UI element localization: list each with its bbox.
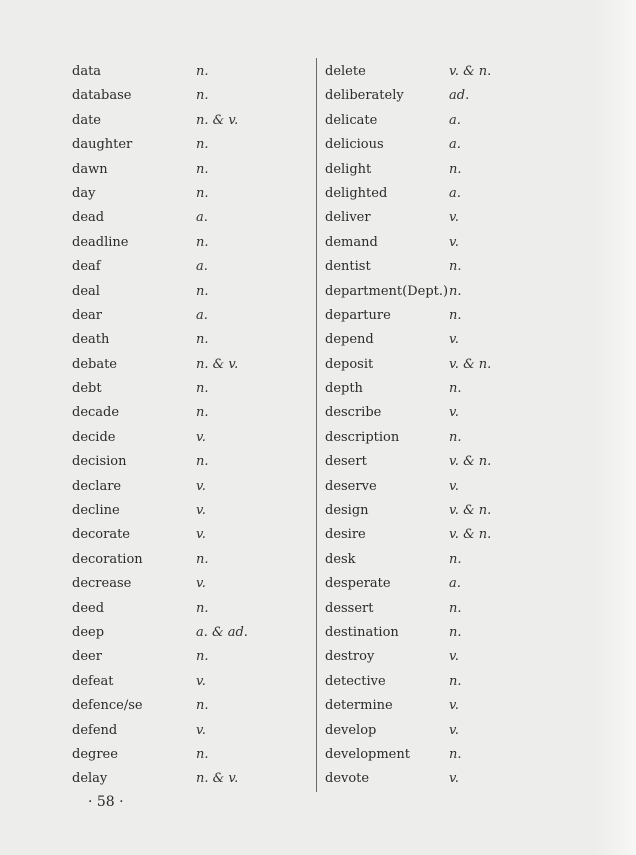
word-entry xyxy=(72,597,312,621)
entry-part-of-speech: v. & n. xyxy=(449,527,492,543)
word-entry xyxy=(72,304,312,328)
entry-part-of-speech: v. xyxy=(449,332,459,348)
entry-word: devote xyxy=(325,771,370,787)
entry-word: deaf xyxy=(72,259,101,275)
entry-word: deliver xyxy=(325,210,371,226)
entry-part-of-speech: n. xyxy=(196,64,209,79)
entry-part-of-speech: n. xyxy=(196,698,209,714)
entry-part-of-speech: n. xyxy=(196,161,209,177)
entry-part-of-speech: n. & v. xyxy=(196,771,239,787)
entry-part-of-speech: n. xyxy=(196,185,209,201)
entry-part-of-speech: n. xyxy=(449,673,462,689)
word-entry xyxy=(72,523,312,547)
word-entry xyxy=(325,133,565,157)
word-entry xyxy=(325,621,565,645)
entry-part-of-speech: a. xyxy=(196,259,208,275)
entry-part-of-speech: n. xyxy=(196,88,209,104)
word-entry xyxy=(72,767,312,791)
entry-part-of-speech: a. xyxy=(196,210,208,226)
word-entry xyxy=(325,767,565,791)
entry-word: dawn xyxy=(72,161,108,177)
entry-part-of-speech: v. xyxy=(196,722,206,738)
word-entry xyxy=(325,426,565,450)
entry-word: degree xyxy=(72,746,118,762)
entry-part-of-speech: v. xyxy=(449,649,459,665)
entry-word: decrease xyxy=(72,576,132,592)
word-entry xyxy=(325,353,565,377)
entry-word: declare xyxy=(72,478,122,494)
entry-part-of-speech: a. & ad. xyxy=(196,624,248,640)
entry-word: decade xyxy=(72,405,120,421)
entry-part-of-speech: n. xyxy=(196,649,209,665)
entry-word: death xyxy=(72,332,110,348)
entry-part-of-speech: n. xyxy=(196,234,209,250)
entry-word: dessert xyxy=(325,600,374,616)
word-entry xyxy=(325,158,565,182)
word-entry xyxy=(325,572,565,596)
entry-part-of-speech: v. xyxy=(449,698,459,714)
entry-word: develop xyxy=(325,722,377,738)
entry-word: dead xyxy=(72,210,105,226)
word-entry xyxy=(325,597,565,621)
word-entry xyxy=(72,645,312,669)
entry-part-of-speech: n. xyxy=(196,454,209,470)
word-entry xyxy=(72,182,312,206)
word-entry xyxy=(72,328,312,352)
entry-word: deposit xyxy=(325,356,374,372)
entry-part-of-speech: n. & v. xyxy=(196,356,239,372)
entry-word: deal xyxy=(72,283,100,299)
entry-part-of-speech: n. xyxy=(196,405,209,421)
entry-part-of-speech: v. xyxy=(449,771,459,787)
word-entry xyxy=(325,255,565,279)
left-word-column xyxy=(72,60,312,792)
word-entry xyxy=(325,182,565,206)
entry-part-of-speech: n. xyxy=(196,551,209,567)
entry-part-of-speech: n. xyxy=(449,746,462,762)
word-entry xyxy=(72,84,312,108)
entry-part-of-speech: n. xyxy=(449,381,462,397)
entry-part-of-speech: v. & n. xyxy=(449,454,492,470)
entry-word: dear xyxy=(72,307,102,323)
entry-part-of-speech: v. xyxy=(196,576,206,592)
entry-part-of-speech: v. xyxy=(196,429,206,445)
entry-word: destroy xyxy=(325,649,375,665)
entry-part-of-speech: v. xyxy=(449,722,459,738)
word-entry xyxy=(72,401,312,425)
entry-word: depend xyxy=(325,332,374,348)
entry-word: defeat xyxy=(72,673,114,689)
entry-part-of-speech: v. xyxy=(196,478,206,494)
word-entry xyxy=(72,499,312,523)
entry-part-of-speech: n. xyxy=(449,259,462,275)
entry-part-of-speech: v. & n. xyxy=(449,64,492,79)
entry-part-of-speech: v. xyxy=(449,405,459,421)
entry-word: desperate xyxy=(325,576,391,592)
word-entry xyxy=(72,255,312,279)
word-entry xyxy=(72,572,312,596)
entry-word: data xyxy=(72,64,102,79)
entry-part-of-speech: a. xyxy=(196,307,208,323)
word-entry xyxy=(72,475,312,499)
word-entry xyxy=(72,133,312,157)
entry-part-of-speech: n. & v. xyxy=(196,112,239,128)
entry-part-of-speech: v. xyxy=(449,210,459,226)
entry-part-of-speech: v. & n. xyxy=(449,503,492,519)
entry-part-of-speech: n. xyxy=(449,551,462,567)
entry-word: desk xyxy=(325,551,356,567)
entry-word: deer xyxy=(72,649,102,665)
entry-word: deep xyxy=(72,624,105,640)
word-entry xyxy=(325,328,565,352)
entry-part-of-speech: n. xyxy=(449,600,462,616)
word-entry xyxy=(72,377,312,401)
entry-part-of-speech: n. xyxy=(196,381,209,397)
entry-word: decision xyxy=(72,454,127,470)
entry-word: debt xyxy=(72,381,102,397)
entry-part-of-speech: v. xyxy=(449,478,459,494)
entry-word: depth xyxy=(325,381,363,397)
word-entry xyxy=(325,450,565,474)
word-entry xyxy=(72,719,312,743)
entry-word: detective xyxy=(325,673,386,689)
entry-part-of-speech: a. xyxy=(449,576,461,592)
word-entry xyxy=(325,304,565,328)
entry-word: delicious xyxy=(325,137,384,153)
entry-word: deserve xyxy=(325,478,377,494)
entry-word: delicate xyxy=(325,112,378,128)
entry-word: desert xyxy=(325,454,367,470)
word-entry xyxy=(325,109,565,133)
entry-word: department(Dept.) xyxy=(325,283,449,299)
entry-word: defence/se xyxy=(72,698,143,714)
entry-part-of-speech: n. xyxy=(196,332,209,348)
word-entry xyxy=(72,353,312,377)
entry-word: decide xyxy=(72,429,116,445)
word-entry xyxy=(325,206,565,230)
entry-word: deliberately xyxy=(325,88,404,104)
entry-word: day xyxy=(72,185,96,201)
word-entry xyxy=(72,280,312,304)
word-entry xyxy=(72,548,312,572)
entry-word: description xyxy=(325,429,400,445)
entry-word: delight xyxy=(325,161,372,177)
word-entry xyxy=(72,670,312,694)
entry-word: deed xyxy=(72,600,105,616)
entry-word: development xyxy=(325,746,410,762)
entry-part-of-speech: a. xyxy=(449,137,461,153)
entry-word: defend xyxy=(72,722,118,738)
entry-part-of-speech: n. xyxy=(449,283,462,299)
entry-word: demand xyxy=(325,234,378,250)
entry-word: decorate xyxy=(72,527,131,543)
entry-word: decline xyxy=(72,503,120,519)
word-entry xyxy=(72,426,312,450)
word-entry xyxy=(325,401,565,425)
entry-word: delete xyxy=(325,64,366,79)
entry-word: debate xyxy=(72,356,118,372)
word-entry xyxy=(325,499,565,523)
entry-part-of-speech: n. xyxy=(449,624,462,640)
word-entry xyxy=(325,523,565,547)
word-entry xyxy=(72,60,312,84)
entry-part-of-speech: n. xyxy=(449,161,462,177)
entry-word: dentist xyxy=(325,259,371,275)
right-word-column xyxy=(325,60,565,792)
word-entry xyxy=(72,450,312,474)
entry-part-of-speech: ad. xyxy=(449,88,470,104)
column-divider xyxy=(316,58,317,792)
entry-part-of-speech: v. xyxy=(449,234,459,250)
entry-part-of-speech: v. xyxy=(196,503,206,519)
entry-word: delighted xyxy=(325,185,388,201)
word-entry xyxy=(325,84,565,108)
entry-part-of-speech: n. xyxy=(196,746,209,762)
entry-word: delay xyxy=(72,771,108,787)
entry-part-of-speech: n. xyxy=(449,429,462,445)
entry-part-of-speech: n. xyxy=(196,283,209,299)
word-entry xyxy=(72,206,312,230)
entry-part-of-speech: a. xyxy=(449,185,461,201)
word-entry xyxy=(72,109,312,133)
word-entry xyxy=(325,231,565,255)
word-entry xyxy=(72,158,312,182)
word-entry xyxy=(325,670,565,694)
word-entry xyxy=(325,475,565,499)
entry-word: describe xyxy=(325,405,382,421)
word-entry xyxy=(325,645,565,669)
entry-part-of-speech: v. & n. xyxy=(449,356,492,372)
entry-part-of-speech: n. xyxy=(196,137,209,153)
word-entry xyxy=(325,694,565,718)
word-entry xyxy=(72,231,312,255)
entry-part-of-speech: a. xyxy=(449,112,461,128)
word-entry xyxy=(72,743,312,767)
word-entry xyxy=(72,694,312,718)
entry-word: departure xyxy=(325,307,391,323)
entry-part-of-speech: n. xyxy=(196,600,209,616)
entry-part-of-speech: v. xyxy=(196,673,206,689)
entry-word: date xyxy=(72,112,101,128)
entry-word: determine xyxy=(325,698,393,714)
word-entry xyxy=(325,60,565,84)
word-entry xyxy=(72,621,312,645)
entry-part-of-speech: v. xyxy=(196,527,206,543)
entry-word: desire xyxy=(325,527,366,543)
entry-word: destination xyxy=(325,624,399,640)
entry-word: database xyxy=(72,88,132,104)
word-entry xyxy=(325,377,565,401)
entry-word: deadline xyxy=(72,234,129,250)
word-entry xyxy=(325,280,565,304)
entry-part-of-speech: n. xyxy=(449,307,462,323)
word-entry xyxy=(325,743,565,767)
page-number: · 58 · xyxy=(88,794,124,810)
entry-word: daughter xyxy=(72,137,133,153)
word-entry xyxy=(325,548,565,572)
word-entry xyxy=(325,719,565,743)
entry-word: decoration xyxy=(72,551,143,567)
entry-word: design xyxy=(325,503,369,519)
